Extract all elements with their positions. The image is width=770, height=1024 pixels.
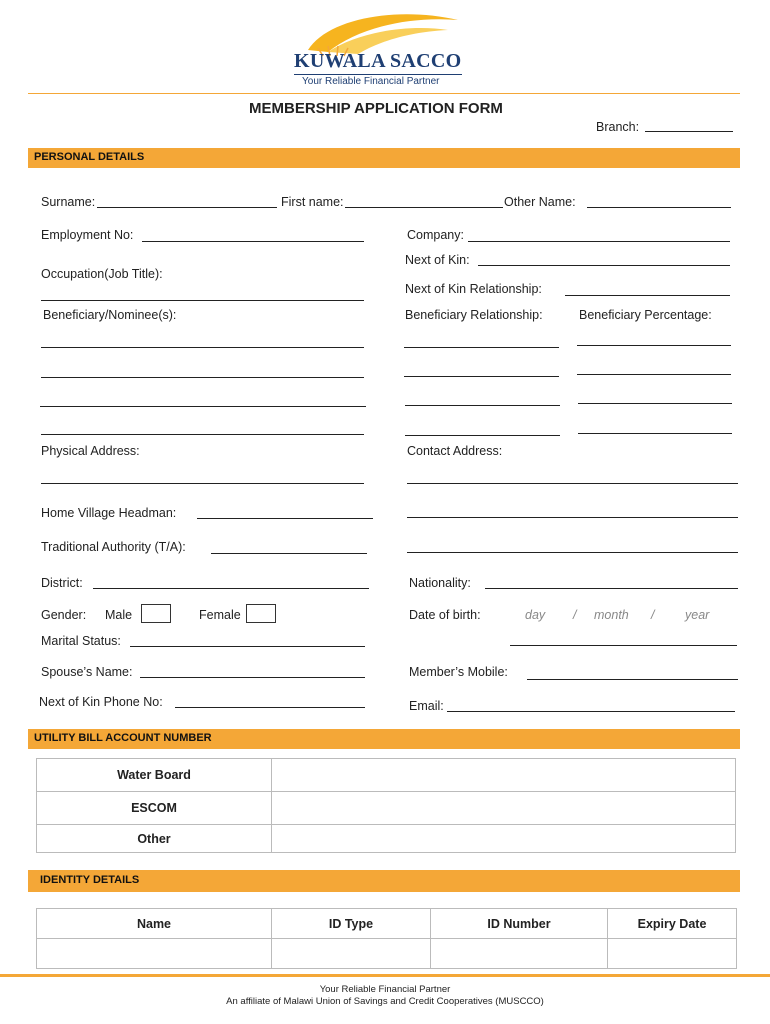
employment-no-field[interactable] xyxy=(142,241,364,242)
utility-bill-title: UTILITY BILL ACCOUNT NUMBER xyxy=(34,732,212,744)
beneficiary-percentage-field-4[interactable] xyxy=(578,433,732,434)
ta-label: Traditional Authority (T/A): xyxy=(41,540,186,554)
logo-name: KUWALA SACCO xyxy=(294,50,462,72)
dob-field[interactable] xyxy=(510,645,737,646)
employment-no-label: Employment No: xyxy=(41,228,134,242)
dob-label: Date of birth: xyxy=(409,608,481,622)
beneficiary-percentage-field-3[interactable] xyxy=(578,403,732,404)
surname-field[interactable] xyxy=(97,207,277,208)
identity-header-name: Name xyxy=(37,909,272,939)
utility-bill-header xyxy=(28,729,740,749)
beneficiary-relationship-field-3[interactable] xyxy=(405,405,560,406)
footer-rule xyxy=(0,974,770,977)
identity-expiry-date-cell[interactable] xyxy=(608,939,737,969)
identity-id-type-cell[interactable] xyxy=(272,939,431,969)
table-row xyxy=(37,825,736,853)
branch-field[interactable] xyxy=(645,131,733,132)
male-label: Male xyxy=(105,608,133,622)
male-checkbox[interactable] xyxy=(141,604,171,623)
identity-header-id-type: ID Type xyxy=(272,909,431,939)
gender-label: Gender: xyxy=(41,608,87,622)
identity-header-id-number: ID Number xyxy=(431,909,608,939)
branch-label: Branch: xyxy=(596,120,640,134)
table-row xyxy=(37,939,737,969)
contact-address-field-3[interactable] xyxy=(407,552,738,553)
dob-year-placeholder[interactable]: year xyxy=(685,608,710,622)
table-row xyxy=(37,759,736,792)
utility-label-water-board: Water Board xyxy=(37,759,272,792)
utility-label-other: Other xyxy=(37,825,272,853)
physical-address-field[interactable] xyxy=(41,483,364,484)
utility-value-other[interactable] xyxy=(272,825,736,853)
nok-relationship-field[interactable] xyxy=(565,295,730,296)
beneficiary-relationship-field-4[interactable] xyxy=(405,435,560,436)
nok-relationship-label: Next of Kin Relationship: xyxy=(405,282,542,296)
female-label: Female xyxy=(199,608,241,622)
table-row xyxy=(37,792,736,825)
other-name-label: Other Name: xyxy=(504,195,576,209)
email-label: Email: xyxy=(409,699,444,713)
beneficiary-name-field-2[interactable] xyxy=(41,377,364,378)
physical-address-label: Physical Address: xyxy=(41,444,140,458)
surname-label: Surname: xyxy=(41,195,96,209)
next-of-kin-label: Next of Kin: xyxy=(405,253,470,267)
member-mobile-label: Member’s Mobile: xyxy=(409,665,508,679)
utility-value-escom[interactable] xyxy=(272,792,736,825)
identity-details-title: IDENTITY DETAILS xyxy=(40,874,140,886)
ta-field[interactable] xyxy=(211,553,367,554)
first-name-field[interactable] xyxy=(345,207,503,208)
nok-phone-field[interactable] xyxy=(175,707,365,708)
identity-header-expiry-date: Expiry Date xyxy=(608,909,737,939)
personal-details-header xyxy=(28,148,740,168)
beneficiary-relationship-field-2[interactable] xyxy=(404,376,559,377)
footer-affiliate: An affiliate of Malawi Union of Savings and Credit Cooperatives (MUSCCO) xyxy=(226,996,544,1007)
beneficiary-percentage-field-1[interactable] xyxy=(577,345,731,346)
occupation-field[interactable] xyxy=(41,300,364,301)
utility-value-water-board[interactable] xyxy=(272,759,736,792)
nationality-field[interactable] xyxy=(485,588,738,589)
footer-tagline: Your Reliable Financial Partner xyxy=(319,984,451,995)
beneficiary-name-field-1[interactable] xyxy=(41,347,364,348)
utility-label-escom: ESCOM xyxy=(37,792,272,825)
identity-details-header xyxy=(28,870,740,892)
female-checkbox[interactable] xyxy=(246,604,276,623)
headman-field[interactable] xyxy=(197,518,373,519)
email-field[interactable] xyxy=(447,711,735,712)
beneficiary-percentage-label: Beneficiary Percentage: xyxy=(579,308,712,322)
spouse-name-label: Spouse’s Name: xyxy=(41,665,133,679)
company-label: Company: xyxy=(407,228,464,242)
dob-month-placeholder[interactable]: month xyxy=(594,608,629,622)
identity-id-number-cell[interactable] xyxy=(431,939,608,969)
company-field[interactable] xyxy=(468,241,730,242)
logo-underline xyxy=(294,74,462,75)
beneficiary-name-field-3[interactable] xyxy=(40,406,366,407)
nationality-label: Nationality: xyxy=(409,576,471,590)
form-title: MEMBERSHIP APPLICATION FORM xyxy=(249,100,503,117)
identity-table xyxy=(36,908,737,969)
beneficiary-percentage-field-2[interactable] xyxy=(577,374,731,375)
district-field[interactable] xyxy=(93,588,369,589)
member-mobile-field[interactable] xyxy=(527,679,738,680)
table-row xyxy=(37,909,737,939)
headman-label: Home Village Headman: xyxy=(41,506,177,520)
other-name-field[interactable] xyxy=(587,207,731,208)
utility-bill-table xyxy=(36,758,736,853)
dob-separator-1: / xyxy=(573,608,577,622)
beneficiary-label: Beneficiary/Nominee(s): xyxy=(43,308,177,322)
first-name-label: First name: xyxy=(281,195,344,209)
header-rule xyxy=(28,93,740,94)
contact-address-label: Contact Address: xyxy=(407,444,503,458)
marital-status-label: Marital Status: xyxy=(41,634,121,648)
spouse-name-field[interactable] xyxy=(140,677,365,678)
logo xyxy=(288,8,468,90)
contact-address-field-1[interactable] xyxy=(407,483,738,484)
identity-name-cell[interactable] xyxy=(37,939,272,969)
beneficiary-relationship-label: Beneficiary Relationship: xyxy=(405,308,543,322)
logo-tagline: Your Reliable Financial Partner xyxy=(302,76,440,87)
district-label: District: xyxy=(41,576,83,590)
marital-status-field[interactable] xyxy=(130,646,365,647)
dob-day-placeholder[interactable]: day xyxy=(525,608,546,622)
dob-separator-2: / xyxy=(651,608,655,622)
contact-address-field-2[interactable] xyxy=(407,517,738,518)
occupation-label: Occupation(Job Title): xyxy=(41,267,163,281)
beneficiary-relationship-field-1[interactable] xyxy=(404,347,559,348)
nok-phone-label: Next of Kin Phone No: xyxy=(39,695,163,709)
personal-details-title: PERSONAL DETAILS xyxy=(34,151,145,163)
next-of-kin-field[interactable] xyxy=(478,265,730,266)
beneficiary-name-field-4[interactable] xyxy=(41,434,364,435)
